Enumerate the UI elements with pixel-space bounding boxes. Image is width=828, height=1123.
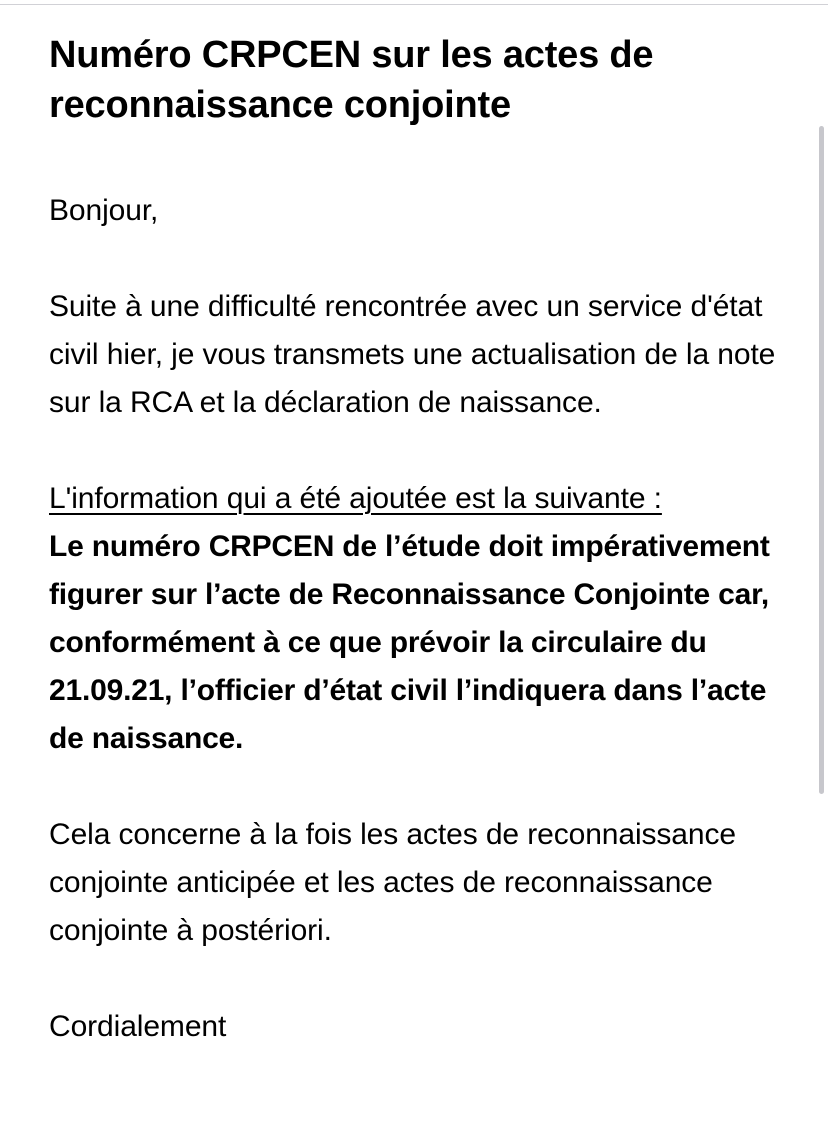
email-greeting: Bonjour,: [49, 194, 159, 227]
email-concerns-paragraph: Cela concerne à la fois les actes de reconnaissance conjointe anticipée et les actes de reconnaissance conjointe à postériori.: [49, 818, 736, 947]
email-closing: Cordialement: [49, 1010, 227, 1043]
vertical-scrollbar[interactable]: [819, 126, 824, 794]
email-info-label: L'information qui a été ajoutée est la suivante :: [49, 482, 662, 515]
top-divider: [0, 4, 828, 5]
email-intro-paragraph: Suite à une difficulté rencontrée avec un service d'état civil hier, je vous transmets une actualisation de la note sur la RCA et la déclaration de naissance.: [49, 290, 776, 419]
email-title: Numéro CRPCEN sur les actes de reconnaissance conjointe: [49, 34, 654, 126]
email-info-bold-text: Le numéro CRPCEN de l’étude doit impérativement figurer sur l’acte de Reconnaissance Conjointe car, conformément à ce que prévoir la circulaire du 21.09.21, l’officier d’état civil l’indiquera dans l’acte de naissance.: [49, 530, 770, 755]
email-body: [49, 30, 789, 1051]
